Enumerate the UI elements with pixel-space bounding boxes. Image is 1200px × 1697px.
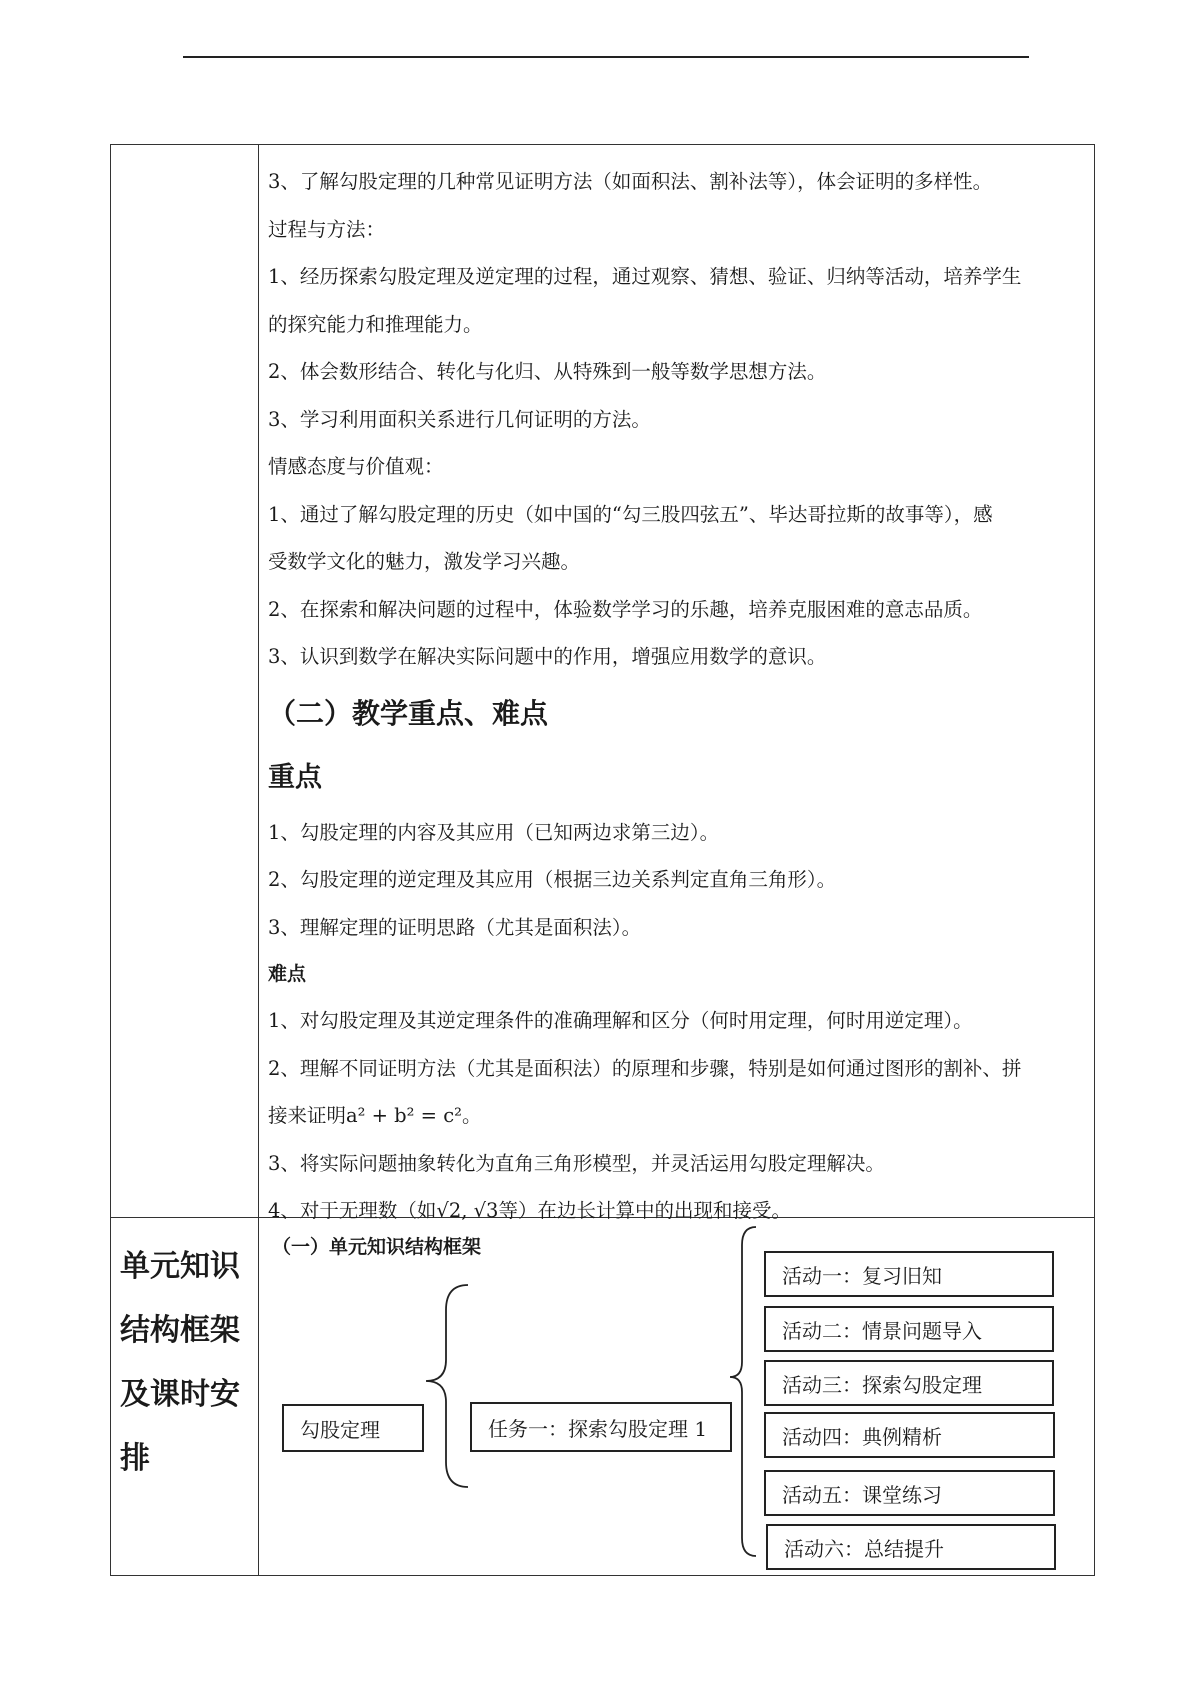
activity-label: 活动二：情景问题导入 bbox=[782, 1318, 982, 1343]
activity-node bbox=[764, 1412, 1055, 1458]
activity-label: 活动五：课堂练习 bbox=[782, 1482, 942, 1507]
activity-node bbox=[764, 1251, 1054, 1297]
section-heading: （二）教学重点、难点 bbox=[268, 696, 549, 730]
subsection-heading: 重点 bbox=[268, 761, 322, 793]
activity-node bbox=[764, 1360, 1054, 1406]
activity-label: 活动六：总结提升 bbox=[784, 1536, 944, 1561]
body-line: 3、将实际问题抽象转化为直角三角形模型，并灵活运用勾股定理解决。 bbox=[268, 1151, 885, 1175]
body-line: 2、在探索和解决问题的过程中，体验数学学习的乐趣，培养克服困难的意志品质。 bbox=[268, 597, 983, 621]
row-label-line: 排 bbox=[120, 1441, 150, 1476]
task-brace bbox=[730, 1227, 756, 1556]
body-line: 2、勾股定理的逆定理及其应用（根据三边关系判定直角三角形）。 bbox=[268, 868, 837, 891]
body-line: 1、经历探索勾股定理及逆定理的过程，通过观察、猜想、验证、归纳等活动，培养学生 bbox=[268, 265, 1022, 288]
activity-label: 活动三：探索勾股定理 bbox=[782, 1372, 982, 1397]
body-line: 3、认识到数学在解决实际问题中的作用，增强应用数学的意识。 bbox=[268, 645, 827, 668]
body-line: 2、理解不同证明方法（尤其是面积法）的原理和步骤，特别是如何通过图形的割补、拼 bbox=[268, 1056, 1022, 1080]
root-brace bbox=[426, 1285, 468, 1487]
row-label-line: 结构框架 bbox=[120, 1313, 240, 1348]
subsection-heading: 难点 bbox=[268, 963, 307, 985]
row-label-line: 单元知识 bbox=[120, 1249, 240, 1284]
root-node-label: 勾股定理 bbox=[300, 1417, 380, 1442]
root-node bbox=[282, 1404, 424, 1452]
body-line: 3、理解定理的证明思路（尤其是面积法）。 bbox=[268, 915, 642, 939]
body-line: 的探究能力和推理能力。 bbox=[268, 312, 483, 336]
body-line: 3、了解勾股定理的几种常见证明方法（如面积法、割补法等），体会证明的多样性。 bbox=[268, 170, 993, 193]
activity-label: 活动四：典例精析 bbox=[782, 1424, 942, 1449]
body-line: 受数学文化的魅力，激发学习兴趣。 bbox=[268, 550, 581, 573]
body-line: 1、通过了解勾股定理的历史（如中国的“勾三股四弦五”、毕达哥拉斯的故事等），感 bbox=[268, 502, 993, 526]
activity-node bbox=[764, 1470, 1055, 1516]
body-line: 过程与方法： bbox=[268, 217, 386, 241]
body-line: 接来证明a² + b² = c²。 bbox=[268, 1104, 482, 1127]
body-line: 1、对勾股定理及其逆定理条件的准确理解和区分（何时用定理，何时用逆定理）。 bbox=[268, 1009, 973, 1032]
activity-node bbox=[766, 1524, 1056, 1570]
activity-node bbox=[764, 1306, 1054, 1352]
task-node bbox=[470, 1402, 732, 1452]
diagram-title: （一）单元知识结构框架 bbox=[272, 1236, 482, 1258]
body-line: 1、勾股定理的内容及其应用（已知两边求第三边）。 bbox=[268, 820, 720, 844]
body-line: 4、对于无理数（如√2, √3等）在边长计算中的出现和接受。 bbox=[268, 1199, 791, 1222]
row-label-line: 及课时安 bbox=[120, 1377, 240, 1412]
body-line: 3、学习利用面积关系进行几何证明的方法。 bbox=[268, 407, 651, 431]
activity-label: 活动一：复习旧知 bbox=[782, 1263, 942, 1288]
body-line: 2、体会数形结合、转化与化归、从特殊到一般等数学思想方法。 bbox=[268, 360, 827, 383]
body-line: 情感态度与价值观： bbox=[268, 455, 444, 478]
task-node-label: 任务一：探索勾股定理 1 bbox=[488, 1416, 708, 1441]
